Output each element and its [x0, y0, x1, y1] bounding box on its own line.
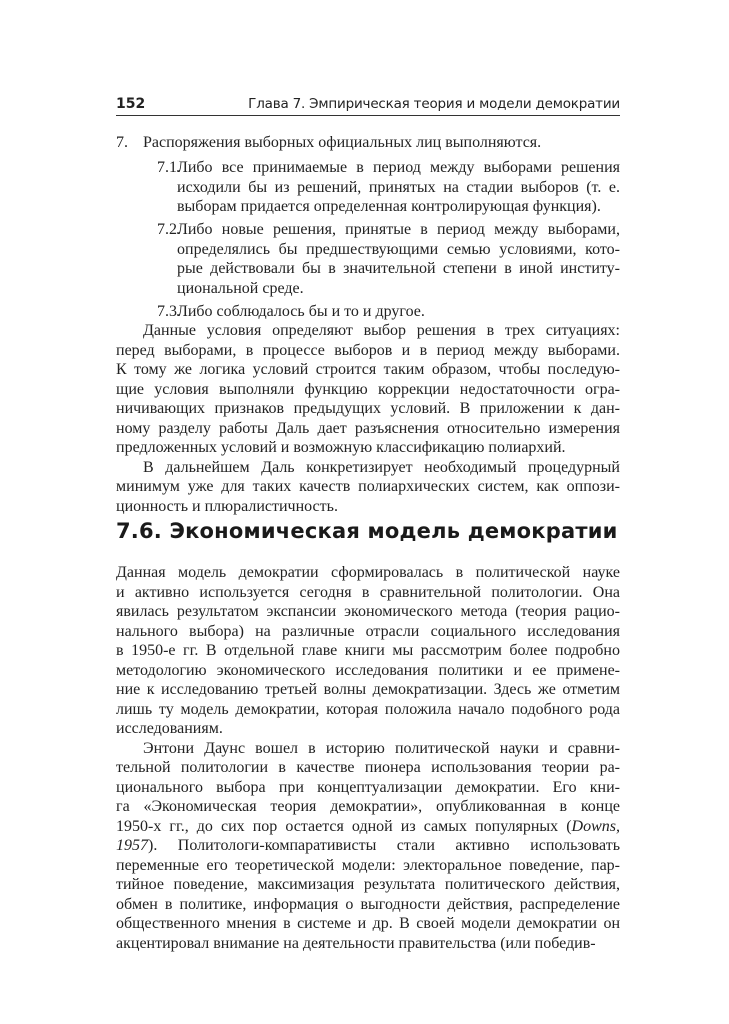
paragraph-line: лишь ту модель демократии, которая положила начало подобного рода: [116, 700, 620, 718]
list-item-line: исходили бы из решений, принятых на стадии выборов (т. е.: [177, 178, 620, 196]
list-number: 7.2.: [157, 221, 181, 238]
running-title: Глава 7. Эмпирическая теория и модели демократии: [248, 96, 620, 112]
paragraph-line: га «Экономическая теория демократии», опубликованная в конце: [116, 798, 620, 815]
paragraph-line: обмен в политике, информация о выгодности действия, распределение: [116, 895, 620, 913]
paragraph-line: тельной политологии в качестве пионера использования теории ра-: [116, 759, 620, 776]
list-item-line: рые действовали бы в значительной степени в иной институ-: [177, 260, 620, 277]
paragraph-line: перед выборами, в процессе выборов и в период между выборами.: [116, 341, 620, 359]
paragraph-line: В дальнейшем Даль конкретизирует необходимый процедурный: [143, 458, 620, 476]
paragraph-line: тийное поведение, максимизация результата политического действия,: [116, 876, 620, 893]
list-item-line: Либо новые решения, принятые в период между выборами,: [177, 221, 620, 238]
paragraph-line: ному разделу работы Даль дает разъяснения относительно измерения: [116, 419, 620, 437]
list-number: 7.1.: [157, 159, 181, 176]
paragraph-line: [116, 817, 620, 837]
paragraph-line: [116, 836, 620, 856]
paragraph-line: ние к исследованию третьей волны демократизации. Здесь же отметим: [116, 681, 620, 698]
paragraph-line: явилась результатом экспансии экономического метода (теория рацио-: [116, 603, 620, 620]
paragraph-line: Данная модель демократии сформировалась в политической науке: [116, 564, 620, 581]
list-number: 7.3.: [157, 302, 181, 320]
paragraph-line: щие условия выполняли функцию коррекции недостаточности огра-: [116, 380, 620, 398]
paragraph-line: нального выбора) на различные отрасли социального исследования: [116, 622, 620, 640]
paragraph-line: ничивающих признаков предыдущих условий. В приложении к дан-: [116, 400, 620, 417]
list-item-line: выборам придается определенная контролирующая функция).: [177, 198, 601, 215]
paragraph-line: в 1950-е гг. В отдельной главе книги мы рассмотрим более подробно: [116, 642, 620, 659]
list-item-line: циональной среде.: [177, 279, 304, 297]
paragraph-line: минимум уже для таких качеств полиархических систем, как оппози-: [116, 478, 620, 495]
list-item-line: Либо соблюдалось бы и то и другое.: [177, 302, 425, 320]
paragraph-line: переменные его теоретической модели: электоральное поведение, пар-: [116, 856, 620, 874]
page-number: 152: [116, 96, 146, 112]
paragraph-line: предложенных условий и возможную классификацию полиархий.: [116, 439, 566, 456]
list-number: 7.: [116, 134, 128, 151]
text-segment: 1950-х гг., до сих пор остается одной из самых популярных (: [116, 817, 572, 835]
list-item-line: Либо все принимаемые в период между выборами решения: [177, 159, 620, 176]
paragraph-line: акцентировал внимание на деятельности правительства (или победив-: [116, 934, 596, 952]
paragraph-line: и активно используется сегодня в сравнительной политологии. Она: [116, 583, 620, 601]
paragraph-line: общественного мнения в системе и др. В своей модели демократии он: [116, 915, 620, 932]
list-item-line: определялись бы предшествующими семью условиями, кото-: [177, 240, 620, 258]
paragraph-line: Данные условия определяют выбор решения в трех ситуациях:: [143, 322, 620, 339]
header-rule: [116, 115, 620, 116]
citation-italic: 1957: [116, 837, 148, 854]
citation-italic: Downs,: [571, 817, 620, 835]
paragraph-line: К тому же логика условий строится таким образом, чтобы последую-: [116, 361, 620, 378]
paragraph-line: методологию экономического исследования политики и ее примене-: [116, 661, 620, 679]
paragraph-line: ционность и плюралистичность.: [116, 497, 338, 515]
running-header: [116, 96, 620, 114]
paragraph-line: ционального выбора при концептуализации демократии. Его кни-: [116, 778, 620, 796]
paragraph-line: исследованиям.: [116, 720, 223, 737]
text-segment: ). Политологи-компаративисты стали активно использовать: [148, 837, 620, 854]
list-item-line: Распоряжения выборных официальных лиц выполняются.: [143, 134, 542, 151]
section-heading: 7.6. Экономическая модель демократии: [116, 519, 618, 543]
paragraph-line: Энтони Даунс вошел в историю политической науки и сравни-: [143, 739, 620, 757]
